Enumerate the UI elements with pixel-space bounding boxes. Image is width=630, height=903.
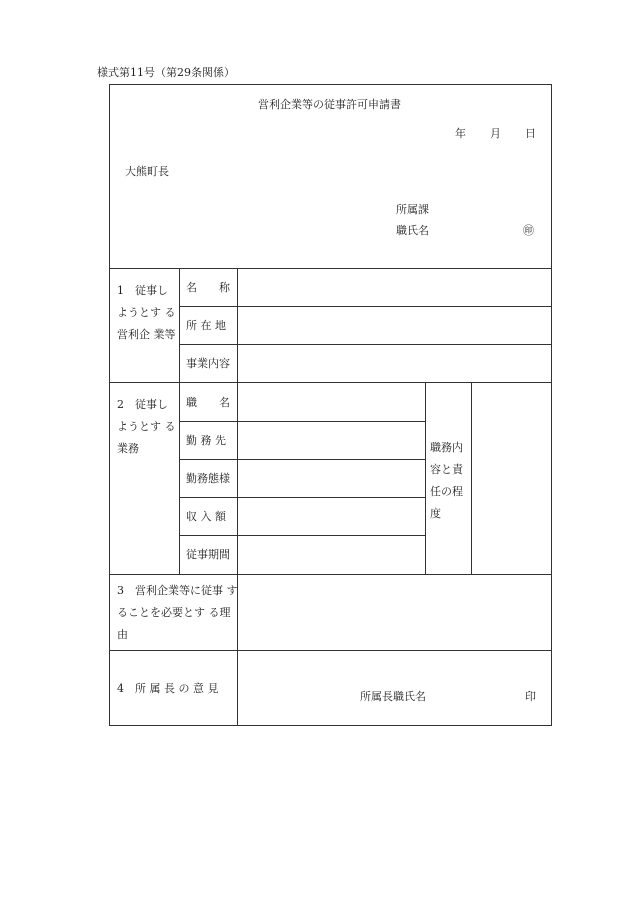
department-label: 所属課 (396, 203, 429, 216)
s1-row-location: 所 在 地 (186, 319, 226, 332)
col-divider-label (179, 268, 180, 574)
s3-reason-input[interactable] (238, 575, 551, 650)
s2-title-input[interactable] (238, 383, 425, 421)
applicant-name-label: 職氏名 (396, 224, 429, 237)
s4-opinion-input[interactable] (238, 651, 551, 725)
s2-income-input[interactable] (238, 498, 425, 535)
section2-label: 2 従事し ようとす る業務 (117, 398, 176, 455)
s2-workplace-input[interactable] (238, 422, 425, 459)
s2-row-workplace: 勤 務 先 (186, 434, 226, 447)
date-day: 日 (525, 127, 536, 140)
s2-side-label: 職務内 容と責 任の程 度 (430, 441, 463, 520)
s1-business-input[interactable] (238, 345, 551, 382)
form-number: 様式第11号（第29条関係） (97, 66, 235, 79)
date-month: 月 (490, 127, 501, 140)
s4-signer-label: 所属長職氏名 (360, 690, 426, 703)
section1-label: 1 従事し ようとす る営利企 業等 (117, 284, 176, 341)
applicant-seal: ㊞ (523, 224, 534, 237)
s2-row-title: 職 名 (186, 396, 230, 409)
s1-name-input[interactable] (238, 269, 551, 306)
s2-duties-input[interactable] (472, 383, 551, 574)
form-title: 営利企業等の従事許可申請書 (258, 98, 401, 111)
s1-row-name: 名 称 (186, 281, 230, 294)
s4-seal: 印 (525, 690, 536, 703)
section4-label: 4 所 属 長 の 意 見 (117, 682, 219, 695)
s2-row-period: 従事期間 (186, 548, 230, 561)
s2-row-work-style: 勤務態様 (186, 472, 230, 485)
s1-location-input[interactable] (238, 307, 551, 344)
s2-period-input[interactable] (238, 536, 425, 574)
addressee: 大熊町長 (125, 165, 169, 178)
s2-work-style-input[interactable] (238, 460, 425, 497)
col-divider-side-left (425, 382, 426, 574)
date-year: 年 (455, 127, 466, 140)
section3-label: 3 営利企業等に従事 することを必要とす る理由 (117, 584, 238, 641)
s1-row-business: 事業内容 (186, 357, 230, 370)
s2-row-income: 収 入 額 (186, 510, 226, 523)
